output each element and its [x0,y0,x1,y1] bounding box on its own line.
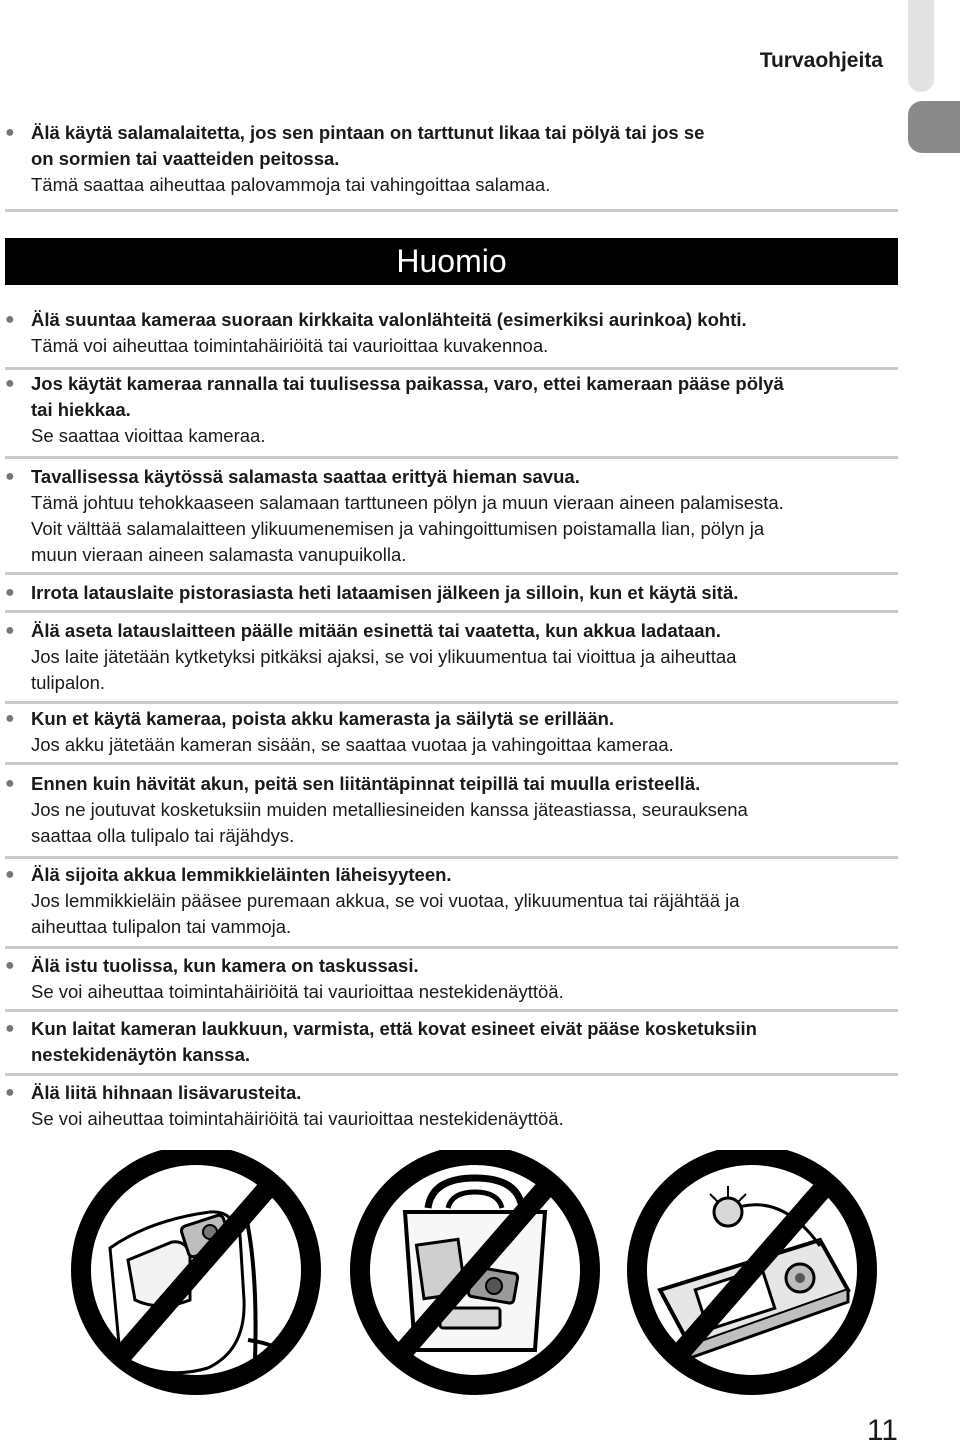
prohibition-illustrations [0,1150,960,1410]
item-text: Tämä voi aiheuttaa toimintahäiriöitä tai vaurioittaa kuvakennoa. [31,335,549,356]
item-heading: Älä liitä hihnaan lisävarusteita. [31,1082,302,1103]
list-item [0,706,910,758]
item-heading: Tavallisessa käytössä salamasta saattaa erittyä hieman savua. [31,466,580,487]
list-item [0,953,910,1005]
bullet-icon: ● [5,866,15,883]
caution-banner [5,238,898,285]
item-text: Tämä saattaa aiheuttaa palovammoja tai vahingoittaa salamaa. [31,174,551,195]
bullet-icon: ● [5,375,15,392]
divider [5,610,898,613]
item-text: Se voi aiheuttaa toimintahäiriöitä tai vaurioittaa nestekidenäyttöä. [31,981,564,1002]
divider [5,1009,898,1012]
bullet-icon: ● [5,584,15,601]
item-heading: Irrota latauslaite pistorasiasta heti lataamisen jälkeen ja silloin, kun et käytä sitä. [31,582,739,603]
no-sitting-with-camera-in-pocket-icon [81,1155,311,1385]
item-text: Jos lemmikkieläin pääsee puremaan akkua, se voi vuotaa, ylikuumentua tai räjähtää ja aiheuttaa tulipalon tai vammoja. [31,890,740,937]
page-number: 11 [866,1414,898,1447]
item-heading: Älä käytä salamalaitetta, jos sen pintaan on tarttunut likaa tai pölyä tai jos se on sormien tai vaatteiden peitossa. [31,122,705,169]
item-heading: Jos käytät kameraa rannalla tai tuulisessa paikassa, varo, ettei kameraan pääse pölyä tai hiekkaa. [31,373,784,420]
divider [5,209,898,212]
item-heading: Älä aseta latauslaitteen päälle mitään esinettä tai vaatetta, kun akkua ladataan. [31,620,721,641]
item-heading: Ennen kuin hävität akun, peitä sen liitäntäpinnat teipillä tai muulla eristeellä. [31,773,701,794]
divider [5,572,898,575]
chapter-tab-marker [908,101,960,153]
item-text: Jos ne joutuvat kosketuksiin muiden metalliesineiden kanssa jäteastiassa, seurauksena saattaa olla tulipalo tai räjähdys. [31,799,748,846]
list-item [0,771,910,849]
bullet-icon: ● [5,957,15,974]
divider [5,762,898,765]
divider [5,367,898,370]
bullet-icon: ● [5,311,15,328]
item-text: Se voi aiheuttaa toimintahäiriöitä tai vaurioittaa nestekidenäyttöä. [31,1108,564,1129]
section-tab-marker [908,0,934,92]
bullet-icon: ● [5,775,15,792]
list-item [0,580,910,606]
divider [5,946,898,949]
divider [5,701,898,704]
item-heading: Kun laitat kameran laukkuun, varmista, että kovat esineet eivät pääse kosketuksiin nestekidenäytön kanssa. [31,1018,757,1065]
item-text: Jos akku jätetään kameran sisään, se saattaa vuotaa ja vahingoittaa kameraa. [31,734,674,755]
item-heading: Kun et käytä kameraa, poista akku kamerasta ja säilytä se erillään. [31,708,615,729]
divider [5,856,898,859]
bullet-icon: ● [5,468,15,485]
list-item [0,307,910,359]
bullet-icon: ● [5,710,15,727]
list-item [0,862,910,940]
item-text: Tämä johtuu tehokkaaseen salamaan tarttuneen pölyn ja muun vieraan aineen palamisesta. Voit välttää salamalaitteen ylikuumenemisen ja vahingoittumisen poistamalla lian, pölyn ja muun vieraan aineen salamasta vanupuikolla. [31,492,784,565]
list-item [0,371,910,449]
banner-title: Huomio [396,243,507,279]
bullet-icon: ● [5,124,15,141]
list-item [0,1016,910,1068]
divider [5,1073,898,1076]
no-hard-objects-in-bag-icon [360,1155,590,1385]
list-item [0,120,910,198]
list-item [0,464,910,568]
list-item [0,1080,910,1132]
bullet-icon: ● [5,622,15,639]
item-heading: Älä sijoita akkua lemmikkieläinten läheisyyteen. [31,864,452,885]
item-text: Jos laite jätetään kytketyksi pitkäksi ajaksi, se voi ylikuumentua tai vioittua ja aiheuttaa tulipalon. [31,646,737,693]
no-accessories-on-strap-icon [637,1155,867,1385]
list-item [0,618,910,696]
bullet-icon: ● [5,1084,15,1101]
divider [5,456,898,459]
bullet-icon: ● [5,1020,15,1037]
item-text: Se saattaa vioittaa kameraa. [31,425,266,446]
item-heading: Älä istu tuolissa, kun kamera on taskussasi. [31,955,419,976]
section-title: Turvaohjeita [759,49,883,72]
item-heading: Älä suuntaa kameraa suoraan kirkkaita valonlähteitä (esimerkiksi aurinkoa) kohti. [31,309,747,330]
